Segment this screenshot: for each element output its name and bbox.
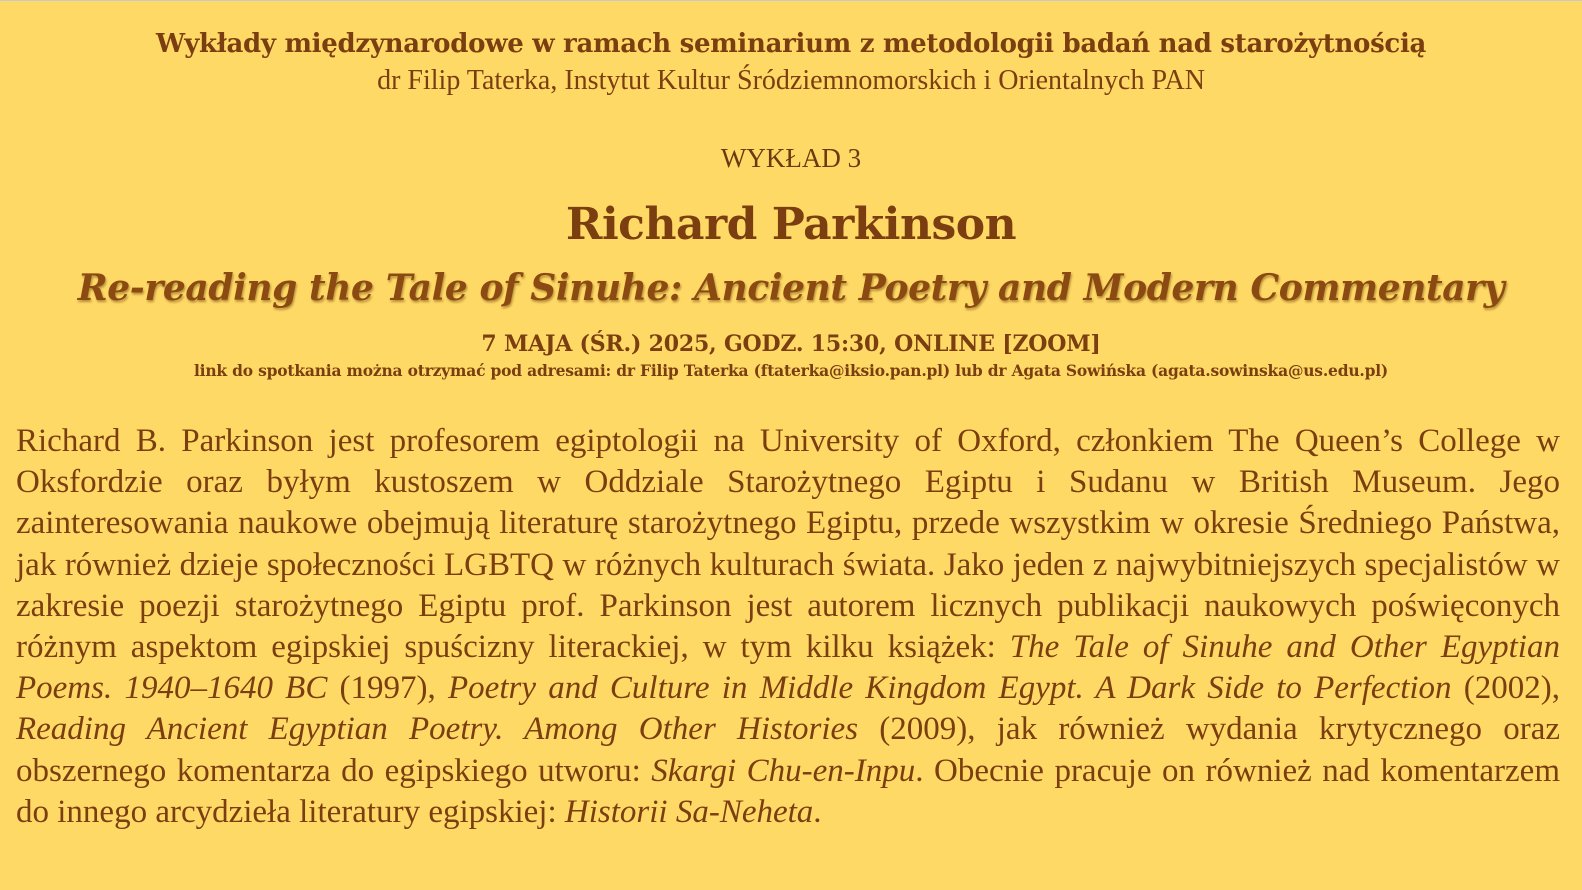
book-year-3: (2009), jak również wydania krytycznego oraz obszernego komentarza do egipskiego utworu:: [16, 711, 1560, 789]
bio-text-2: . Obecnie pracuje on również nad komentarzem do innego arcydzieła literatury egipskiej:: [16, 752, 1560, 830]
bio-text-1: Richard B. Parkinson jest profesorem egiptologii na University of Oxford, członkiem The Queen’s College w Oksfordzie oraz byłym kustoszem w Oddziale Starożytnego Egiptu i Sudanu w British Museum. Jego zainteresowania naukowe obejmują literaturę starożytnego Egiptu, przede wszystkim w okresie Średniego Państwa, jak również dzieje społeczności LGBTQ w różnych kulturach świata. Jako jeden z najwybitniejszych specjalistów w zakresie poezji starożytnego Egiptu prof. Parkinson jest autorem licznych publikacji naukowych poświęconych różnym aspektom egipskiej spuścizny literackiej, w tym kilku książek:: [16, 423, 1560, 666]
series-title: Wykłady międzynarodowe w ramach seminarium z metodologii badań nad starożytnością: [155, 29, 1427, 59]
speaker-bio: [16, 421, 1560, 833]
book-title-1: The Tale of Sinuhe and Other Egyptian Poems. 1940–1640 BC: [16, 629, 1560, 707]
organizer-line: dr Filip Taterka, Instytut Kultur Śródziemnomorskich i Orientalnych PAN: [377, 65, 1205, 96]
speaker-name: Richard Parkinson: [565, 199, 1017, 250]
lecture-number: WYKŁAD 3: [720, 143, 862, 173]
book-year-2: (2002),: [1451, 670, 1561, 707]
lecture-title: Re-reading the Tale of Sinuhe: Ancient Poetry and Modern Commentary: [77, 267, 1505, 309]
book-year-1: (1997),: [327, 670, 449, 707]
book-title-3: Reading Ancient Egyptian Poetry. Among Other Histories: [16, 711, 859, 748]
bio-text-3: .: [813, 793, 822, 830]
work-title-2: Historii Sa-Neheta: [564, 793, 814, 830]
lecture-datetime: 7 MAJA (ŚR.) 2025, GODZ. 15:30, ONLINE [ZOOM]: [481, 331, 1101, 357]
meeting-link-info: link do spotkania można otrzymać pod adresami: dr Filip Taterka (ftaterka@iksio.pan.pl) lub dr Agata Sowińska (agata.sowinska@us.edu.pl): [193, 361, 1389, 380]
work-title-1: Skargi Chu-en-Inpu: [651, 752, 916, 789]
book-title-2: Poetry and Culture in Middle Kingdom Egypt. A Dark Side to Perfection: [448, 670, 1452, 707]
